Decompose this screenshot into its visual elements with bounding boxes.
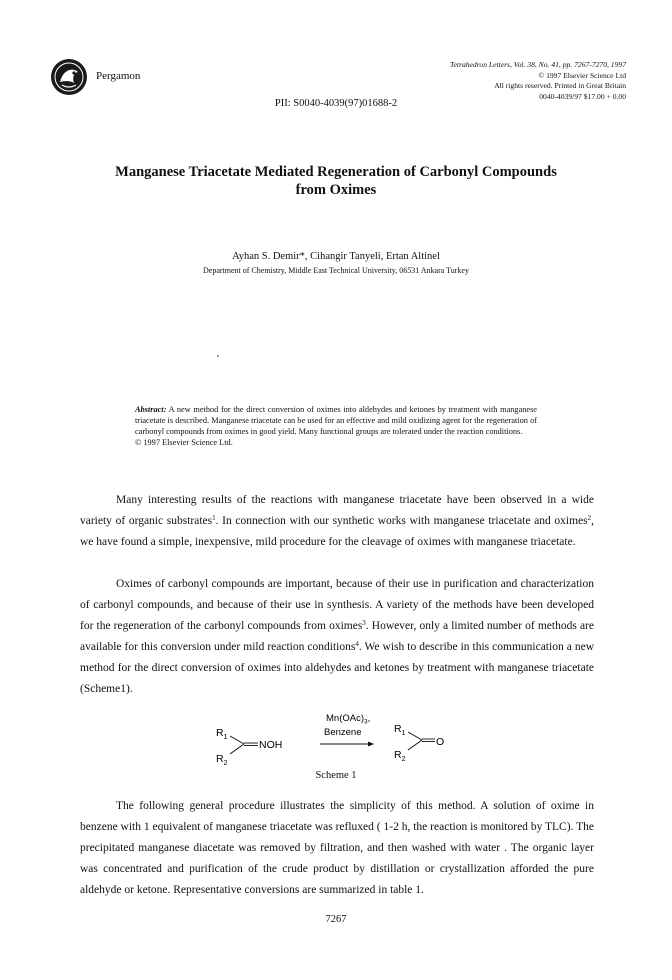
reaction-arrowhead	[368, 742, 374, 747]
journal-info	[450, 60, 626, 102]
pii-identifier: PII: S0040-4039(97)01688-2	[274, 98, 398, 109]
decorative-dot	[217, 355, 219, 357]
journal-copyright: © 1997 Elsevier Science Ltd	[538, 70, 626, 80]
title-line-1: Manganese Triacetate Mediated Regeneration of Carbonyl Compounds	[115, 164, 557, 180]
journal-citation: Tetrahedron Letters, Vol. 38, No. 41, pp. 7267-7270, 1997	[450, 60, 626, 69]
journal-issn-price: 0040-4039/97 $17.00 + 0.00	[539, 91, 626, 101]
product-r2: $R_2$	[394, 749, 406, 763]
reactant-bond-lower	[230, 744, 244, 754]
p1-text-c: , we have found a simple, inexpensive, mild procedure for the cleavage of oximes with manganese triacetate.	[80, 515, 594, 548]
oxime-group: NOH	[259, 739, 283, 751]
reactant-bond-upper	[230, 736, 244, 744]
abstract-text: A new method for the direct conversion of oximes into aldehydes and ketones by treatment with manganese triacetate is described. Manganese triacetate can be used for an effective and mild oxidizing agent for the regeneration of carbonyl compounds from oximes in good yield. Many functional groups are tolerated under the reaction conditions.	[135, 405, 537, 436]
author-list: Ayhan S. Demir*, Cihangir Tanyeli, Ertan Altinel	[232, 251, 440, 262]
p1-text-b: . In connection with our synthetic works with manganese triacetate and oximes	[215, 515, 588, 527]
body-paragraph-1	[80, 490, 594, 553]
product-bond-upper	[408, 732, 422, 740]
body-paragraph-3	[80, 796, 594, 901]
reference-4: 4	[355, 640, 359, 648]
product-r1: $R_1$	[394, 723, 406, 737]
paper-title	[0, 163, 672, 199]
p2-text-a: Oximes of carbonyl compounds are important, because of their use in purification and characterization of carbonyl compounds, and because of their use in synthesis. A variety of the methods have been developed for the regeneration of the carbonyl compounds from oximes	[80, 578, 594, 632]
reference-2: 2	[587, 514, 592, 522]
reactant-r2: $R_2$	[216, 753, 228, 767]
journal-rights: All rights reserved. Printed in Great Britain	[494, 81, 626, 90]
page-number: 7267	[325, 914, 347, 925]
publisher-name: Pergamon	[96, 70, 141, 82]
p1-text-a: Many interesting results of the reactions with manganese triacetate have been observed in a wide variety of organic substrates	[80, 494, 594, 527]
body-paragraph-2	[80, 574, 594, 700]
reaction-scheme	[214, 710, 454, 772]
abstract-label: Abstract:	[135, 405, 167, 414]
pergamon-logo-icon	[50, 58, 88, 96]
p3-text: The following general procedure illustrates the simplicity of this method. A solution of oxime in benzene with 1 equivalent of manganese triacetate was refluxed ( 1-2 h, the reaction is monitored by TLC). The precipitated manganese diacetate was removed by filtration, and then washed with water . The organic layer was concentrated and purification of the crude product by distillation or crystallization afforded the pure aldehyde or ketone. Representative conversions are summarized in table 1.	[80, 800, 594, 896]
abstract-copyright: © 1997 Elsevier Science Ltd.	[135, 438, 233, 447]
affiliation: Department of Chemistry, Middle East Technical University, 06531 Ankara Turkey	[203, 266, 469, 275]
reactant-r1: $R_1$	[216, 727, 228, 741]
reagent-label: $Mn(OAc)_3$,	[326, 713, 371, 726]
scheme-caption: Scheme 1	[315, 770, 357, 781]
carbonyl-oxygen: O	[436, 736, 445, 748]
p2-text-b: . However, only a limited number of methods are available for this conversion under mild reaction conditions	[80, 620, 594, 653]
reference-1: 1	[212, 514, 216, 522]
product-bond-lower	[408, 740, 422, 750]
title-line-2: from Oximes	[295, 182, 377, 198]
p2-text-c: . We wish to describe in this communication a new method for the direct conversion of oximes into aldehydes and ketones by treatment with manganese triacetate (Scheme1).	[80, 641, 594, 695]
abstract	[135, 404, 537, 448]
reference-3: 3	[362, 619, 366, 627]
solvent-label: Benzene	[324, 727, 362, 738]
